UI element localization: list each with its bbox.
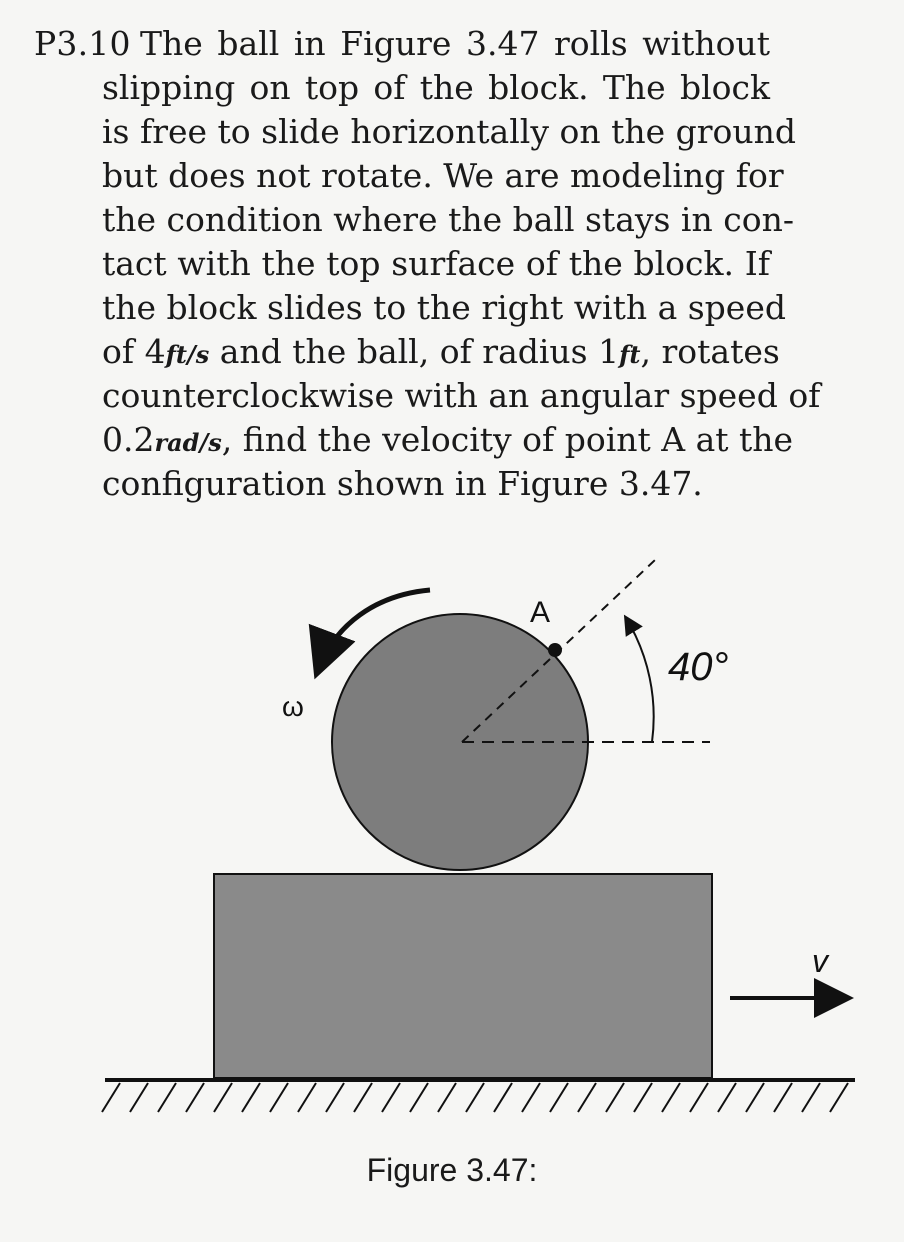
unit-ft: ft [619,340,641,369]
point-a [548,643,562,657]
problem-statement [0,0,904,520]
problem-line: the block slides to the right with a speed [102,288,786,327]
problem-line: tact with the top surface of the block. If [102,244,770,283]
problem-line: slipping on top of the block. The block [102,68,770,107]
omega-label: ω [282,691,304,722]
unit-ft-per-s: ft/s [165,340,210,369]
problem-line: The ball in Figure 3.47 rolls without [140,24,770,63]
problem-line: configuration shown in Figure 3.47. [102,464,703,503]
block [214,874,712,1078]
ground-hatching [102,1083,848,1112]
problem-line: counterclockwise with an angular speed of [102,376,821,415]
problem-line: but does not rotate. We are modeling for [102,156,784,195]
problem-line: the condition where the ball stays in con- [102,200,794,239]
figure-3-47 [0,520,904,1242]
point-a-label: A [530,596,551,629]
problem-line: is free to slide horizontally on the ground [102,112,796,151]
problem-line: of 4ft/s and the ball, of radius 1ft, rotates [102,332,780,371]
angle-arc [626,618,654,742]
angle-label: 40° [668,645,729,689]
figure-caption: Figure 3.47: [366,1152,538,1188]
unit-rad-per-s: rad/s [154,428,222,457]
figure-drawing [0,520,904,1242]
velocity-label: v [812,943,828,979]
problem-number: P3.10 [34,24,131,63]
problem-line: 0.2rad/s, find the velocity of point A at the [102,420,794,459]
